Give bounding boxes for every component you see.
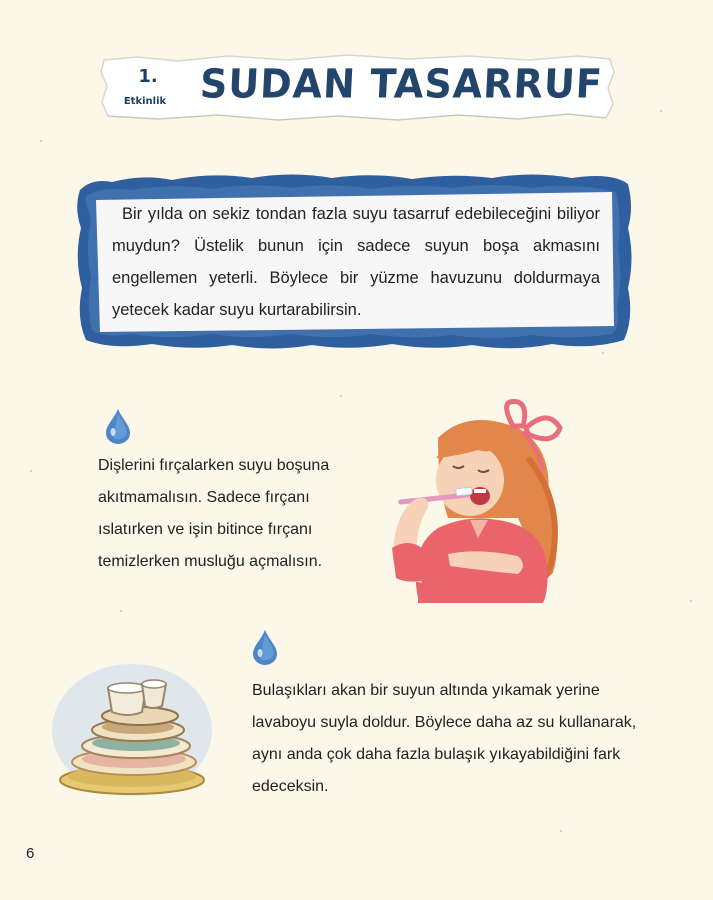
girl-brushing-teeth-illustration [378, 398, 578, 606]
activity-title-banner [98, 52, 618, 124]
page-title: SUDAN TASARRUF [198, 60, 604, 108]
tip-text-toothbrushing: Dişlerini fırçalarken suyu boşuna akıtmamalısın. Sadece fırçanı ıslatırken ve işin bitince fırçanı temizlerken musluğu açmalısın. [98, 457, 330, 570]
stack-of-dishes-illustration [50, 660, 215, 800]
activity-label: Etkinlik [123, 96, 167, 107]
water-drop-icon [251, 628, 279, 666]
info-box [72, 168, 636, 352]
water-drop-icon [104, 407, 132, 445]
tip-text-dishwashing: Bulaşıkları akan bir suyun altında yıkamak yerine lavaboyu suyla doldur. Böylece daha az su kullanarak, aynı anda çok daha fazla bulaşık yıkayabildiğini fark edeceksin. [252, 682, 637, 795]
info-paragraph: Bir yılda on sekiz tondan fazla suyu tasarruf edebileceğini biliyor muydun? Üstelik bunun için sadece suyun boşa akmasını engellemen yeterli. Böylece bir yüzme havuzunu doldurmaya yetecek kadar suyu kurtarabilirsin. [112, 205, 600, 319]
activity-number: 1. [138, 66, 158, 87]
page-number: 6 [26, 845, 35, 862]
